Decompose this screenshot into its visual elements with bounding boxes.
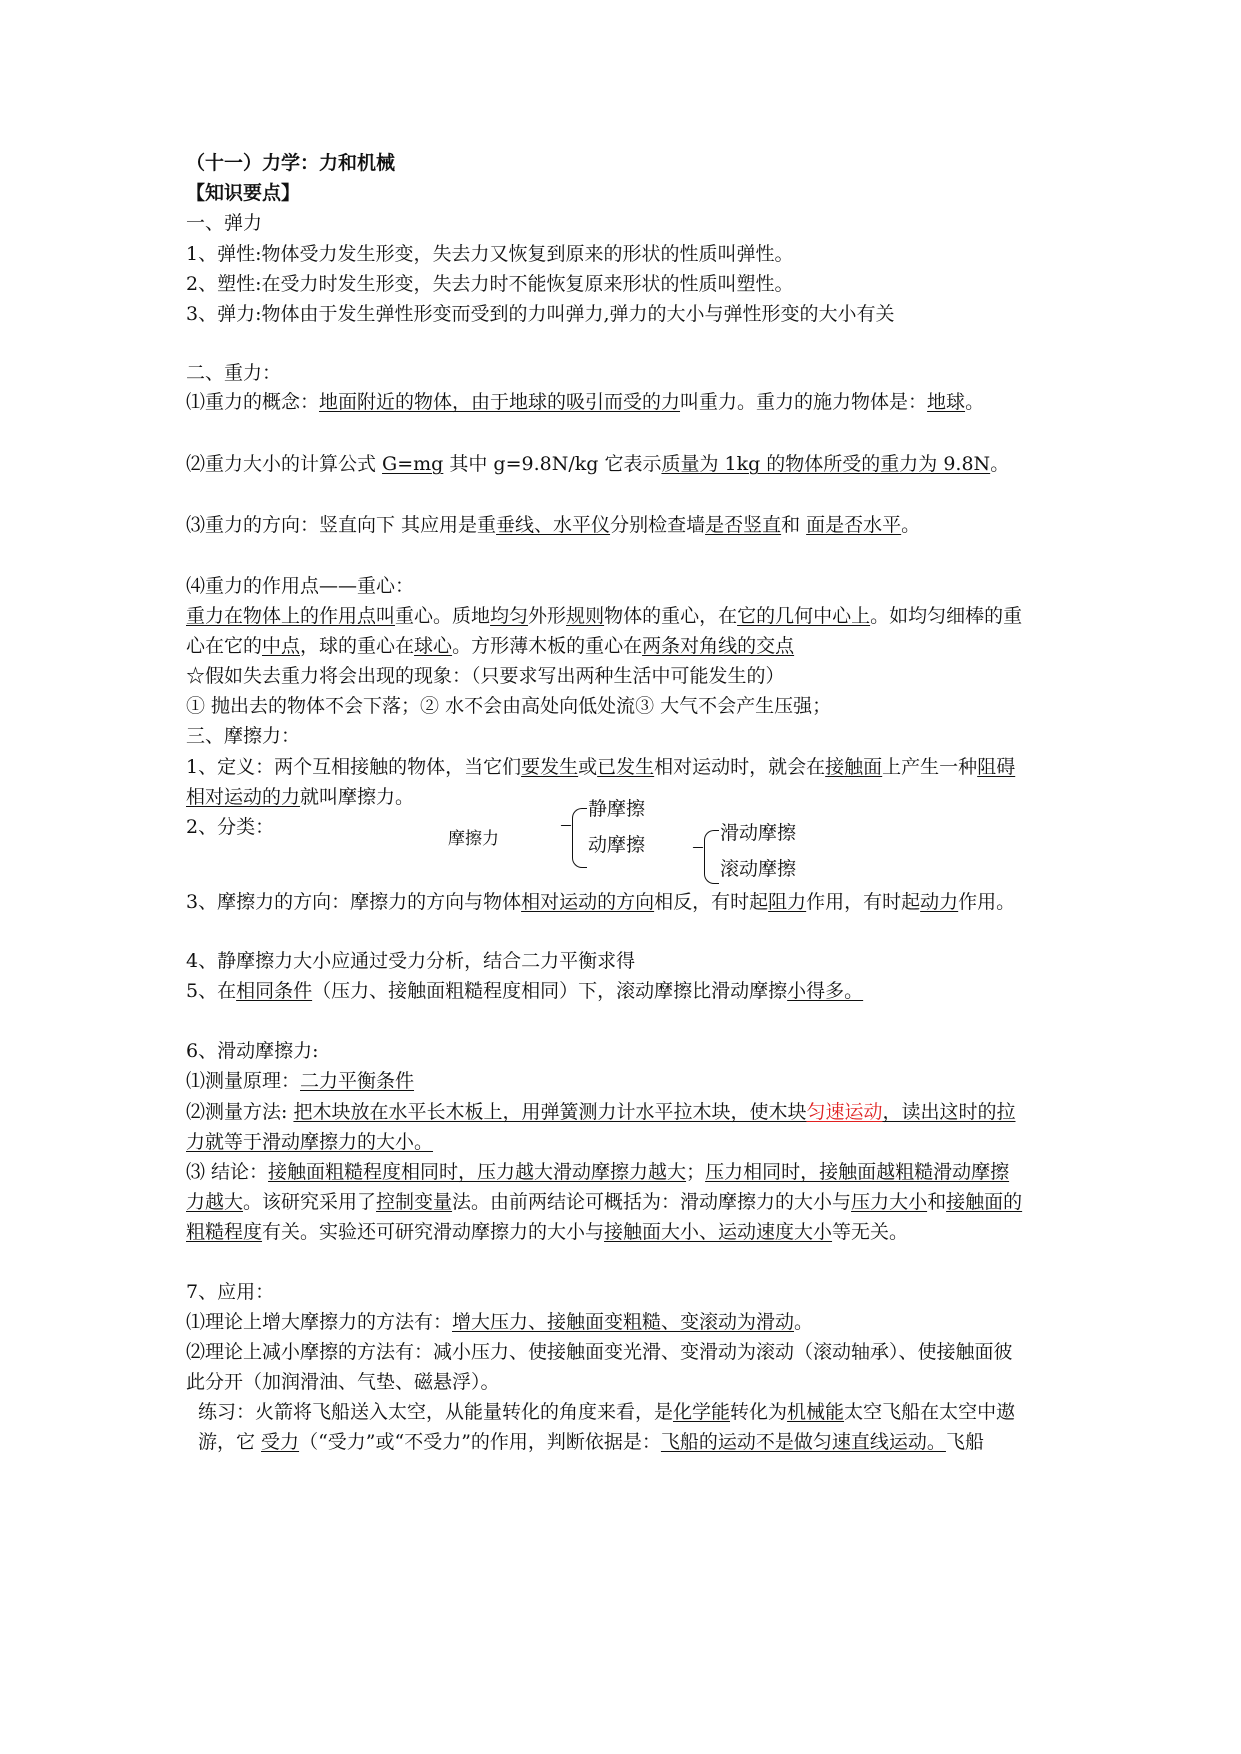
tree-bracket-1 (572, 808, 587, 868)
no-gravity-answers: ① 抛出去的物体不会下落；② 水不会由高处向低处流③ 大气不会产生压强； (186, 695, 832, 717)
tree-bracket-2 (704, 830, 719, 884)
conclusion-3: 粗糙程度有关。实验还可研究滑动摩擦力的大小与接触面大小、运动速度大小等无关。 (186, 1221, 909, 1243)
heading-elastic-force: 一、弹力 (186, 212, 263, 234)
rolling-vs-sliding: 5、在相同条件（压力、接触面粗糙程度相同）下，滚动摩擦比滑动摩擦小得多。 (186, 980, 864, 1002)
heading-gravity: 二、重力： (186, 362, 282, 384)
gravity-formula: ⑵重力大小的计算公式 G=mg 其中 g=9.8N/kg 它表示质量为 1kg 的物体所受的重力为 9.8N。 (186, 453, 1010, 475)
measure-method-1: ⑵测量方法: 把木块放在水平长木板上，用弹簧测力计水平拉木块，使木块匀速运动，读出这时的拉 (186, 1101, 1016, 1123)
tree-sliding: 滑动摩擦 (720, 822, 797, 844)
heading-friction: 三、摩擦力： (186, 725, 301, 747)
measure-principle: ⑴测量原理：二力平衡条件 (186, 1070, 415, 1092)
section-subtitle: 【知识要点】 (186, 182, 301, 204)
static-friction-size: 4、静摩擦力大小应通过受力分析，结合二力平衡求得 (186, 950, 636, 972)
doc-title: （十一）力学：力和机械 (186, 152, 396, 174)
friction-classification: 2、分类： (186, 816, 275, 838)
measure-method-2: 力就等于滑动摩擦力的大小。 (186, 1131, 434, 1153)
heading-application: 7、应用： (186, 1281, 275, 1303)
gravity-center-heading: ⑷重力的作用点——重心： (186, 575, 415, 597)
gravity-concept: ⑴重力的概念：地面附近的物体，由于地球的吸引而受的力叫重力。重力的施力物体是：地球。 (186, 391, 985, 413)
friction-definition-2: 相对运动的力就叫摩擦力。 (186, 786, 415, 808)
friction-direction: 3、摩擦力的方向：摩擦力的方向与物体相对运动的方向相反，有时起阻力作用，有时起动力作用。 (186, 891, 1016, 913)
exercise-1: 练习：火箭将飞船送入太空，从能量转化的角度来看，是化学能转化为机械能太空飞船在太空中遨 (198, 1401, 1016, 1423)
plasticity-definition: 2、塑性:在受力时发生形变，失去力时不能恢复原来形状的性质叫塑性。 (186, 273, 794, 295)
tree-dynamic: 动摩擦 (588, 834, 646, 856)
gravity-center-text-1: 重力在物体上的作用点叫重心。质地均匀外形规则物体的重心，在它的几何中心上。如均匀细棒的重 (186, 605, 1023, 627)
conclusion-2: 力越大。该研究采用了控制变量法。由前两结论可概括为：滑动摩擦力的大小与压力大小和接触面的 (186, 1191, 1023, 1213)
increase-friction: ⑴理论上增大摩擦力的方法有：增大压力、接触面变粗糙、变滚动为滑动。 (186, 1311, 814, 1333)
heading-sliding-friction: 6、滑动摩擦力: (186, 1040, 319, 1062)
decrease-friction-2: 此分开（加润滑油、气垫、磁悬浮）。 (186, 1371, 500, 1393)
no-gravity-question: ☆假如失去重力将会出现的现象：（只要求写出两种生活中可能发生的） (186, 665, 785, 687)
elastic-force-definition: 3、弹力:物体由于发生弹性形变而受到的力叫弹力,弹力的大小与弹性形变的大小有关 (186, 303, 895, 325)
elasticity-definition: 1、弹性:物体受力发生形变，失去力又恢复到原来的形状的性质叫弹性。 (186, 243, 794, 265)
tree-static: 静摩擦 (588, 798, 646, 820)
tree-rolling: 滚动摩擦 (720, 858, 797, 880)
gravity-center-text-2: 心在它的中点，球的重心在球心。方形薄木板的重心在两条对角线的交点 (186, 635, 795, 657)
exercise-2: 游，它 受力（“受力”或“不受力”的作用，判断依据是：飞船的运动不是做匀速直线运动。飞船 (198, 1431, 984, 1453)
friction-definition-1: 1、定义：两个互相接触的物体，当它们要发生或已发生相对运动时，就会在接触面上产生一种阻碍 (186, 756, 1016, 778)
tree-root: 摩擦力 (448, 829, 499, 849)
decrease-friction-1: ⑵理论上减小摩擦的方法有：减小压力、使接触面变光滑、变滑动为滚动（滚动轴承）、使接触面彼 (186, 1341, 1013, 1363)
conclusion-1: ⑶ 结论：接触面粗糙程度相同时，压力越大滑动摩擦力越大；压力相同时，接触面越粗糙滑动摩擦 (186, 1161, 1010, 1183)
gravity-direction: ⑶重力的方向：竖直向下 其应用是重垂线、水平仪分别检查墙是否竖直和 面是否水平。 (186, 514, 921, 536)
